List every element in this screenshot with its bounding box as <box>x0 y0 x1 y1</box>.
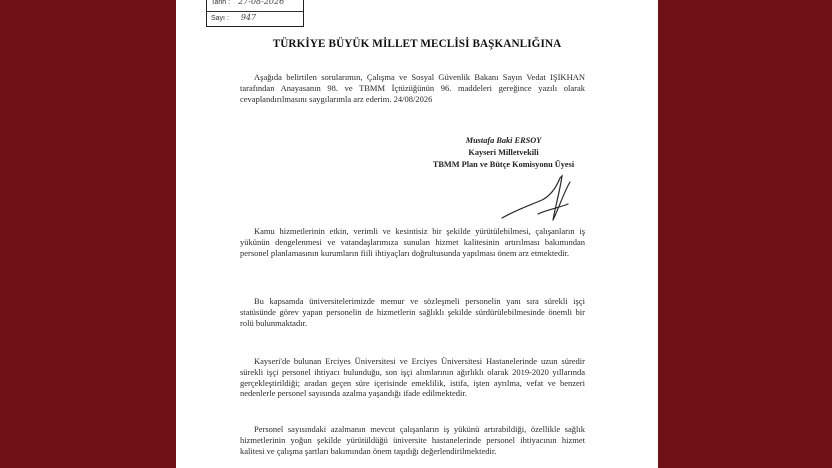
stamp-date-row <box>211 0 284 6</box>
body-paragraph-1: Kamu hizmetlerinin etkin, verimli ve kesintisiz bir şekilde yürütülebilmesi, çalışanların iş yükünün dengelenmesi ve vatandaşlarımıza sunulan hizmet kalitesinin artırılması bakımından personel planlamasının kurumların fiili ihtiyaçları doğrultusunda yapılması önem arz etmektedir. <box>240 226 585 258</box>
signature-title: Kayseri Milletvekili <box>468 148 539 157</box>
intro-paragraph: Aşağıda belirtilen sorularımın, Çalışma ve Sosyal Güvenlik Bakanı Sayın Vedat IŞIKHAN tarafından Anayasanın 98. ve TBMM İçtüzüğünün 96. maddeleri gereğince yazılı olarak cevaplandırılmasını saygılarımla arz ederim. 24/08/2026 <box>240 72 585 104</box>
registry-stamp <box>206 0 304 27</box>
stamp-number-value: 947 <box>240 13 257 22</box>
signer-name: Mustafa Baki ERSOY <box>465 136 542 145</box>
body-paragraph-4: Personel sayısındaki azalmanın mevcut çalışanların iş yükünü artırabildiği, özellikle sağlık hizmetlerinin yoğun şekilde yürütüldüğü üniversite hastanelerinde personel ihtiyacının hizmet kalitesi ve çalışma şartları bakımından önem taşıdığı değerlendirilmektedir. <box>240 424 585 456</box>
stamp-date-label: Tarih : <box>211 0 231 6</box>
stamp-date-value: 27-08-2026 <box>238 0 285 6</box>
body-paragraph-3: Kayseri'de bulunan Erciyes Üniversitesi ve Erciyes Üniversitesi Hastanelerinde uzun süredir sürekli işçi personel ihtiyacı bulunduğu, son işçi alımlarının ağırlıklı olarak 2019-2020 yıllarında gerçekleştirildiği; aradan geçen süre içerisinde emeklilik, istifa, işten ayrılma, vefat ve benzeri nedenlerle personel sayısında azalma yaşandığı ifade edilmektedir. <box>240 356 585 399</box>
signature-name <box>416 135 591 146</box>
body-paragraph-2: Bu kapsamda üniversitelerimizde memur ve sözleşmeli personelin yanı sıra sürekli işçi statüsünde görev yapan personelin de hizmetlerin sağlıklı şekilde sürdürülebilmesinde önemli bir rolü bulunmaktadır. <box>240 296 585 328</box>
stamp-number-label: Sayı : <box>211 15 229 22</box>
handwritten-signature <box>498 170 578 230</box>
document-title: TÜRKİYE BÜYÜK MİLLET MECLİSİ BAŞKANLIĞINA <box>272 38 562 50</box>
document-page <box>176 0 658 468</box>
signature-committee: TBMM Plan ve Bütçe Komisyonu Üyesi <box>432 160 575 169</box>
stamp-divider <box>207 11 303 12</box>
stamp-number-row <box>211 13 256 22</box>
